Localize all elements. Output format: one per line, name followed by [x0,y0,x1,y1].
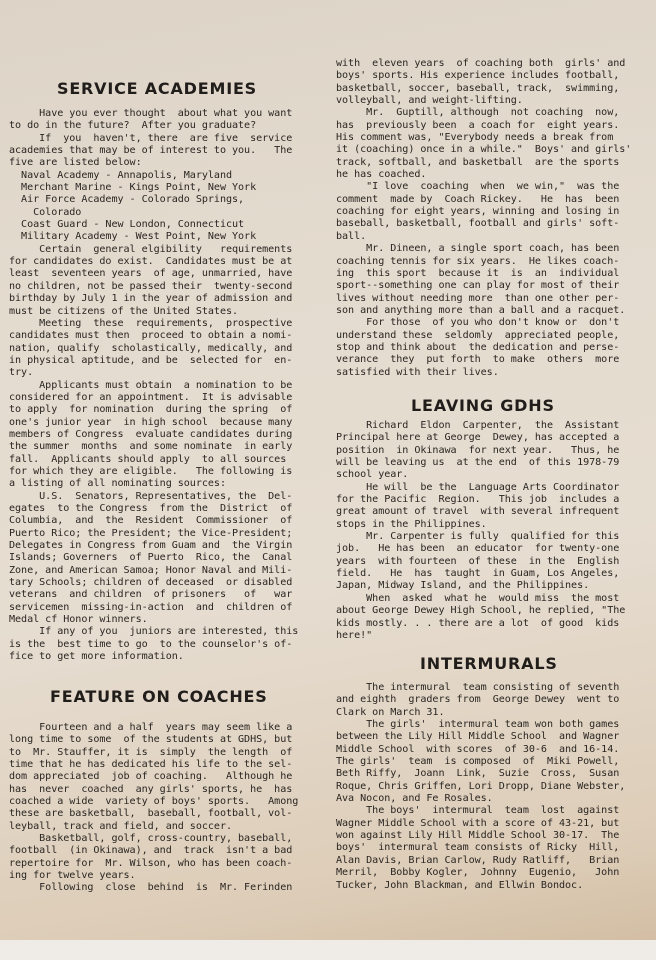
heading-service-academies: SERVICE ACADEMIES [57,79,257,98]
text-line: Mr. Carpenter is fully qualified for this [336,531,620,543]
text-line: "I love coaching when we win," was the [336,181,620,193]
text-line: kids mostly. . . there are a lot of good kids [336,617,620,629]
text-line: and eighth graders from George Dewey went to [336,694,620,706]
text-line: dom appreciated job of coaching. Although he [9,771,293,783]
text-line: Japan, Midway Island, and the Philippines. [336,580,590,592]
text-line: Mr. Dineen, a single sport coach, has been [336,243,620,255]
text-line: Richard Eldon Carpenter, the Assistant [336,420,620,431]
text-line: years with fourteen of these in the English [336,555,620,567]
text-line: Merril, Bobby Kogler, Johnny Eugenio, John [336,867,620,879]
text-line: the summer months and some nominate in early [9,441,293,453]
text-line: five are listed below: [9,157,142,169]
heading-feature-on-coaches: FEATURE ON COACHES [50,687,268,706]
text-line: for the Pacific Region. This job includes a [336,494,620,506]
text-line: long time to some of the students at GDHS, but [9,734,293,746]
text-line: for candidates do exist. Candidates must be at [9,256,293,268]
text-line: ball. [336,230,367,242]
text-line: great amount of travel with several infrequent [336,506,620,518]
text-line: fice to get more information. [9,651,184,663]
text-line: least seventeen years of age, unmarried, have [9,268,293,280]
text-line: a listing of all nominating sources: [9,478,226,490]
text-line: When asked what he would miss the most [336,592,620,604]
text-line: baseball, basketball, football and girls' soft- [336,218,620,230]
text-line: with eleven years of coaching both girls' and [336,58,626,69]
text-line: The girls' team is composed of Miki Powell, [336,756,620,768]
text-line: coached a wide variety of boys' sports. Among [9,796,299,808]
text-line: stop and think about the dedication and perse- [336,341,620,353]
text-line: repertoire for Mr. Wilson, who has been coach- [9,857,293,869]
text-line: coaching for eight years, winning and losing in [336,206,620,218]
text-line: satisfied with their lives. [336,366,499,378]
text-line: Basketball, golf, cross-country, baseball, [9,833,293,845]
text-line: Ava Nocon, and Fe Rosales. [336,793,493,805]
article-intermurals [336,682,636,892]
text-line: The girls' intermural team won both games [336,719,620,731]
text-line: If you haven't, there are five service [9,132,293,144]
text-line: Wagner Middle School with a score of 43-21, but [336,817,620,829]
text-line: egates to the Congress from the District of [9,503,293,514]
text-line: he has coached. [336,169,427,181]
text-line: Medal cf Honor winners. [9,614,148,626]
text-line: nation, qualify scholastically, medically, and [9,342,293,354]
text-line: verance they put forth to make others more [336,354,620,366]
text-line: For those of you who don't know or don't [336,317,620,329]
heading-leaving-gdhs: LEAVING GDHS [411,396,555,415]
text-line: here!" [336,629,373,641]
text-line: school year. [336,469,409,481]
text-line: will be leaving us at the end of this 1978-79 [336,457,620,469]
text-line: between the Lily Hill Middle School and Wagner [336,731,620,743]
text-line: coaching tennis for six years. He likes coach- [336,255,620,267]
text-line: job. He has been an educator for twenty-one [336,543,620,555]
text-line: in physical aptitude, and be selected for en- [9,354,293,366]
text-line: Clark on March 31. [336,706,445,718]
text-line: one's junior year in high school because many [9,416,293,428]
text-line: His comment was, "Everybody needs a break from [336,132,614,144]
text-line: U.S. Senators, Representatives, the Del- [9,490,293,502]
text-line: comment made by Coach Rickey. He has been [336,193,620,205]
article-leaving-gdhs [336,420,636,642]
text-line: about George Dewey High School, he replied, "The [336,605,626,617]
text-line: is the best time to go to the counselor's of- [9,638,293,650]
text-line: understand these seldomly appreciated people, [336,329,620,341]
text-line: Principal here at George Dewey, has accepted a [336,432,620,444]
text-line: Meeting these requirements, prospective [9,317,293,329]
text-line: Following close behind is Mr. Ferinden [9,882,293,894]
text-line: Military Academy - West Point, New York [9,231,257,243]
text-line: Have you ever thought about what you want [9,108,293,119]
text-line: stops in the Philippines. [336,518,487,530]
text-line: Columbia, and the Resident Commissioner of [9,515,293,527]
text-line: for which they are eligible. The following is [9,465,293,477]
text-line: Roque, Chris Griffen, Lori Dropp, Diane Webster, [336,780,626,792]
text-line: track, softball, and basketball are the sports [336,156,620,168]
text-line: The boys' intermural team lost against [336,805,620,817]
text-line: Coast Guard - New London, Connecticut [9,219,245,231]
text-line: lives without needing more than one other per- [336,292,620,304]
article-feature-on-coaches [9,722,309,895]
text-line: these are basketball, baseball, football, vol- [9,808,293,820]
heading-intermurals: INTERMURALS [420,654,558,673]
text-line: fall. Applicants should apply to all sources [9,453,287,465]
text-line: ing for twelve years. [9,870,136,882]
text-line: Merchant Marine - Kings Point, New York [9,182,257,194]
text-line: He will be the Language Arts Coordinator [336,481,620,493]
text-line: field. He has taught in Guam, Los Angeles, [336,568,620,580]
text-line: servicemen missing-in-action and children of [9,601,293,613]
text-line: time that he has dedicated his life to the sel- [9,759,293,771]
text-line: Air Force Academy - Colorado Springs, [9,194,245,206]
text-line: Beth Riffy, Joann Link, Suzie Cross, Susan [336,768,620,780]
text-line: academies that may be of interest to you. The [9,145,293,157]
article-feature-on-coaches-continued [336,58,636,379]
text-line: try. [9,367,34,379]
text-line: must be citizens of the United States. [9,305,239,317]
text-line: Tucker, John Blackman, and Ellwin Bondoc. [336,879,584,891]
text-line: tary Schools; children of deceased or disabled [9,577,293,589]
text-line: volleyball, and weight-lifting. [336,95,523,107]
text-line: son and anything more than a ball and a racquet. [336,304,626,316]
text-line: Alan Davis, Brian Carlow, Rudy Ratliff, Brian [336,854,620,866]
text-line: candidates must then proceed to obtain a nomi- [9,330,293,342]
text-line: no children, not be passed their twenty-second [9,280,293,292]
text-line: sport--something one can play for most of their [336,280,620,292]
text-line: Delegates in Congress from Guam and the Virgin [9,540,293,552]
text-line: boys' sports. His experience includes football, [336,70,620,82]
text-line: members of Congress evaluate candidates during [9,428,293,440]
article-service-academies [9,108,309,663]
text-line: it (coaching) once in a while." Boys' and girls' [336,144,632,156]
scan-bottom-edge [0,940,656,960]
text-line: Zone, and American Samoa; Honor Naval and Mili- [9,564,293,576]
text-line: If any of you juniors are interested, this [9,626,299,638]
text-line: Certain general elgibility requirements [9,243,293,255]
text-line: has never coached any girls' sports, he has [9,783,293,795]
text-line: Fourteen and a half years may seem like a [9,722,293,733]
text-line: considered for an appointment. It is advisable [9,391,293,403]
text-line: to do in the future? After you graduate? [9,120,257,132]
text-line: leyball, track and field, and soccer. [9,820,232,832]
text-line: Naval Academy - Annapolis, Maryland [9,169,232,181]
text-line: ing this sport because it is an individual [336,267,620,279]
text-line: Applicants must obtain a nomination to be [9,379,293,391]
text-line: Puerto Rico; the President; the Vice-President; [9,527,293,539]
text-line: veterans and children of prisoners of war [9,589,293,601]
text-line: birthday by July 1 in the year of admission and [9,293,293,305]
text-line: The intermural team consisting of seventh [336,682,620,693]
text-line: to Mr. Stauffer, it is simply the length of [9,746,293,758]
text-line: Mr. Guptill, although not coaching now, [336,107,620,119]
text-line: position in Okinawa for next year. Thus, he [336,444,620,456]
text-line: boys' intermural team consists of Ricky Hill, [336,842,620,854]
text-line: won against Lily Hill Middle School 30-17. The [336,830,620,842]
text-line: football (in Okinawa), and track isn't a bad [9,845,293,857]
text-line: to apply for nomination during the spring of [9,404,293,416]
text-line: has previously been a coach for eight years. [336,119,620,131]
text-line: basketball, soccer, baseball, track, swimming, [336,82,620,94]
text-line: Colorado [9,206,82,218]
text-line: Middle School with scores of 30-6 and 16-14. [336,743,620,755]
text-line: Islands; Governers of Puerto Rico, the Canal [9,552,293,564]
